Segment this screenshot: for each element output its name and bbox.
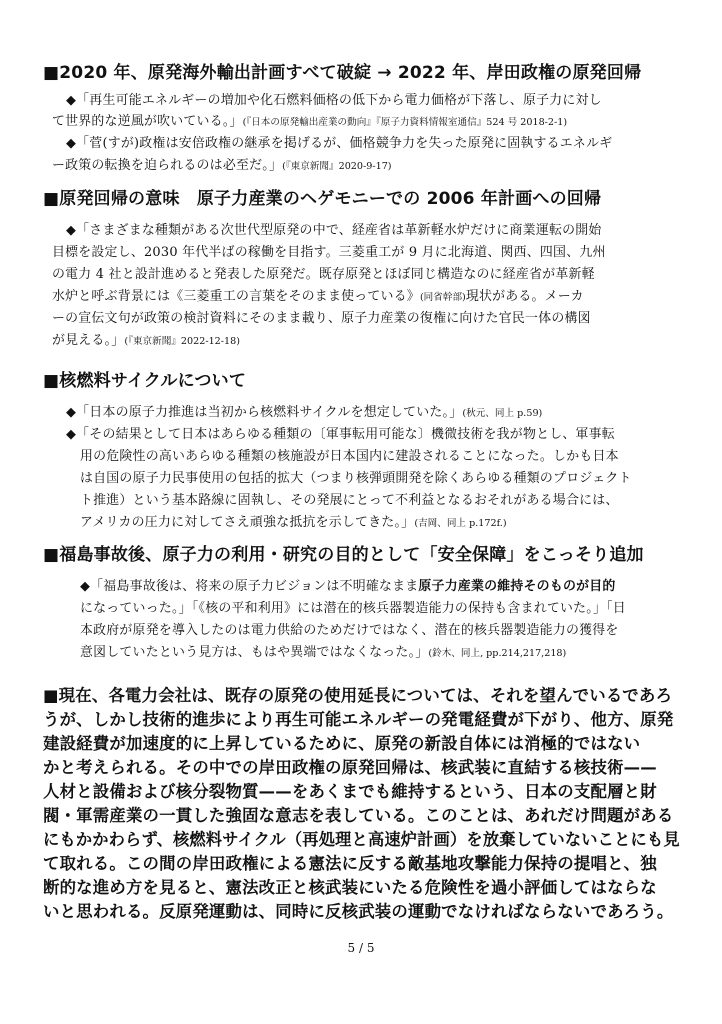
quote-line xyxy=(80,514,507,533)
citation: (鈴木、同上, pp.214,217,218) xyxy=(428,648,567,659)
quote-text: ー政策の転換を迫られるのは必至だ。」 xyxy=(52,158,283,173)
quote-line: ト推進）という基本路線に固執し、その発展にとって不利益となるおそれがある場合には、 xyxy=(80,493,619,508)
section-heading-export: ■2020 年、原発海外輸出計画すべて破綻 → 2022 年、岸田政権の原発回帰 xyxy=(43,63,642,83)
quote-text: て世界的な逆風が吹いている。」 xyxy=(52,114,243,129)
quote-line xyxy=(52,157,392,176)
quote-text: ◆「日本の原子力推進は当初から核燃料サイクルを想定していた。」 xyxy=(66,405,463,420)
quote-text: が見える。」 xyxy=(52,333,125,348)
conclusion-line: うが、しかし技術的進歩により再生可能エネルギーの発電経費が下がり、他方、原発 xyxy=(43,710,674,729)
quote-line: ◆「菅(すが)政権は安倍政権の継承を掲げるが、価格競争力を失った原発に固執するエネルギ xyxy=(66,136,613,151)
conclusion-line: にもかかわらず、核燃料サイクル（再処理と高速炉計画）を放棄していないことにも見 xyxy=(43,830,680,849)
quote-line: ◆「さまざまな種類がある次世代型原発の中で、経産省は革新軽水炉だけに商業運転の開始 xyxy=(66,223,602,238)
quote-line xyxy=(52,332,240,351)
conclusion-line: かと考えられる。その中での岸田政権の原発回帰は、核武装に直結する核技術—— xyxy=(43,758,657,777)
section-heading-return: ■原発回帰の意味 原子力産業のヘゲモニーでの 2006 年計画への回帰 xyxy=(43,189,602,209)
quote-line: 本政府が原発を導入したのは電力供給のためだけではなく、潜在的核兵器製造能力の獲得を xyxy=(80,623,619,638)
citation: (吉岡、同上 p.172f.) xyxy=(414,518,507,529)
quote-line: ーの宣伝文句が政策の検討資料にそのまま載り、原子力産業の復権に向けた官民一体の構図 xyxy=(52,311,591,326)
quote-line xyxy=(52,288,584,307)
conclusion-line: ■現在、各電力会社は、既存の原発の使用延長については、それを望んでいるであろ xyxy=(43,686,673,705)
quote-text: 現状がある。メーカ xyxy=(465,289,584,304)
page-number: 5 / 5 xyxy=(347,941,375,955)
conclusion-line: て取れる。この間の岸田政権による憲法に反する敵基地攻撃能力保持の提唱と、独 xyxy=(43,854,657,873)
conclusion-line: いと思われる。反原発運動は、同時に反核武装の運動でなければならないであろう。 xyxy=(43,902,674,921)
section-heading-fuel-cycle: ■核燃料サイクルについて xyxy=(43,371,247,391)
quote-line: の電力 4 社と設計進めると発表した原発だ。既存原発とほぼ同じ構造なのに経産省が革新軽 xyxy=(52,267,595,282)
quote-text: 水炉と呼ぶ背景には《三菱重工の言葉をそのまま使っている》 xyxy=(52,289,420,304)
quote-line: ◆「再生可能エネルギーの増加や化石燃料価格の低下から電力価格が下落し、原子力に対し xyxy=(66,93,602,108)
citation: (同省幹部) xyxy=(419,292,466,303)
conclusion-line: 人材と設備および核分裂物質——をあくまでも維持するという、日本の支配層と財 xyxy=(43,782,657,801)
quote-text: ◆「福島事故後は、将来の原子力ビジョンは不明確なまま xyxy=(80,579,419,594)
quote-text: アメリカの圧力に対してさえ頑強な抵抗を示してきた。」 xyxy=(80,515,415,530)
citation: (『東京新聞』2020-9-17) xyxy=(282,161,392,172)
citation: (『東京新聞』2022-12-18) xyxy=(124,336,240,347)
quote-line xyxy=(52,113,567,132)
quote-line xyxy=(80,644,566,663)
quote-line: 用の危険性の高いあらゆる種類の核施設が日本国内に建設されることになった。しかも日本 xyxy=(80,449,619,464)
emphasized-text: 原子力産業の維持そのものが目的 xyxy=(418,579,616,594)
section-heading-security: ■福島事故後、原子力の利用・研究の目的として「安全保障」をこっそり追加 xyxy=(43,545,644,565)
citation: (秋元、同上 p.59) xyxy=(462,408,543,419)
quote-line: ◆「その結果として日本はあらゆる種類の〔軍事転用可能な〕機微技術を我が物とし、軍事転 xyxy=(66,427,615,442)
quote-line: は自国の原子力民事使用の包括的拡大（つまり核弾頭開発を除くあらゆる種類のプロジェクト xyxy=(80,471,632,486)
quote-line xyxy=(66,404,542,423)
conclusion-line: 断的な進め方を見ると、憲法改正と核武装にいたる危険性を過小評価してはならな xyxy=(43,878,657,897)
quote-line: 目標を設定し、2030 年代半ばの稼働を目指す。三菱重工が 9 月に北海道、関西、四国、九州 xyxy=(52,245,606,260)
quote-text: 意図していたという見方は、もはや異端ではなくなった。」 xyxy=(80,645,429,660)
conclusion-line: 閥・軍需産業の一貫した強固な意志を表している。このことは、あれだけ問題がある xyxy=(43,806,674,825)
conclusion-line: 建設経費が加速度的に上昇しているために、原発の新設自体には消極的ではない xyxy=(43,734,641,753)
citation: (『日本の原発輸出産業の動向』『原子力資料情報室通信』524 号 2018-2-1) xyxy=(242,117,568,128)
quote-line xyxy=(80,578,616,596)
quote-line: になっていった。」「《核の平和利用》には潜在的核兵器製造能力の保持も含まれていた。」「日 xyxy=(80,601,626,616)
